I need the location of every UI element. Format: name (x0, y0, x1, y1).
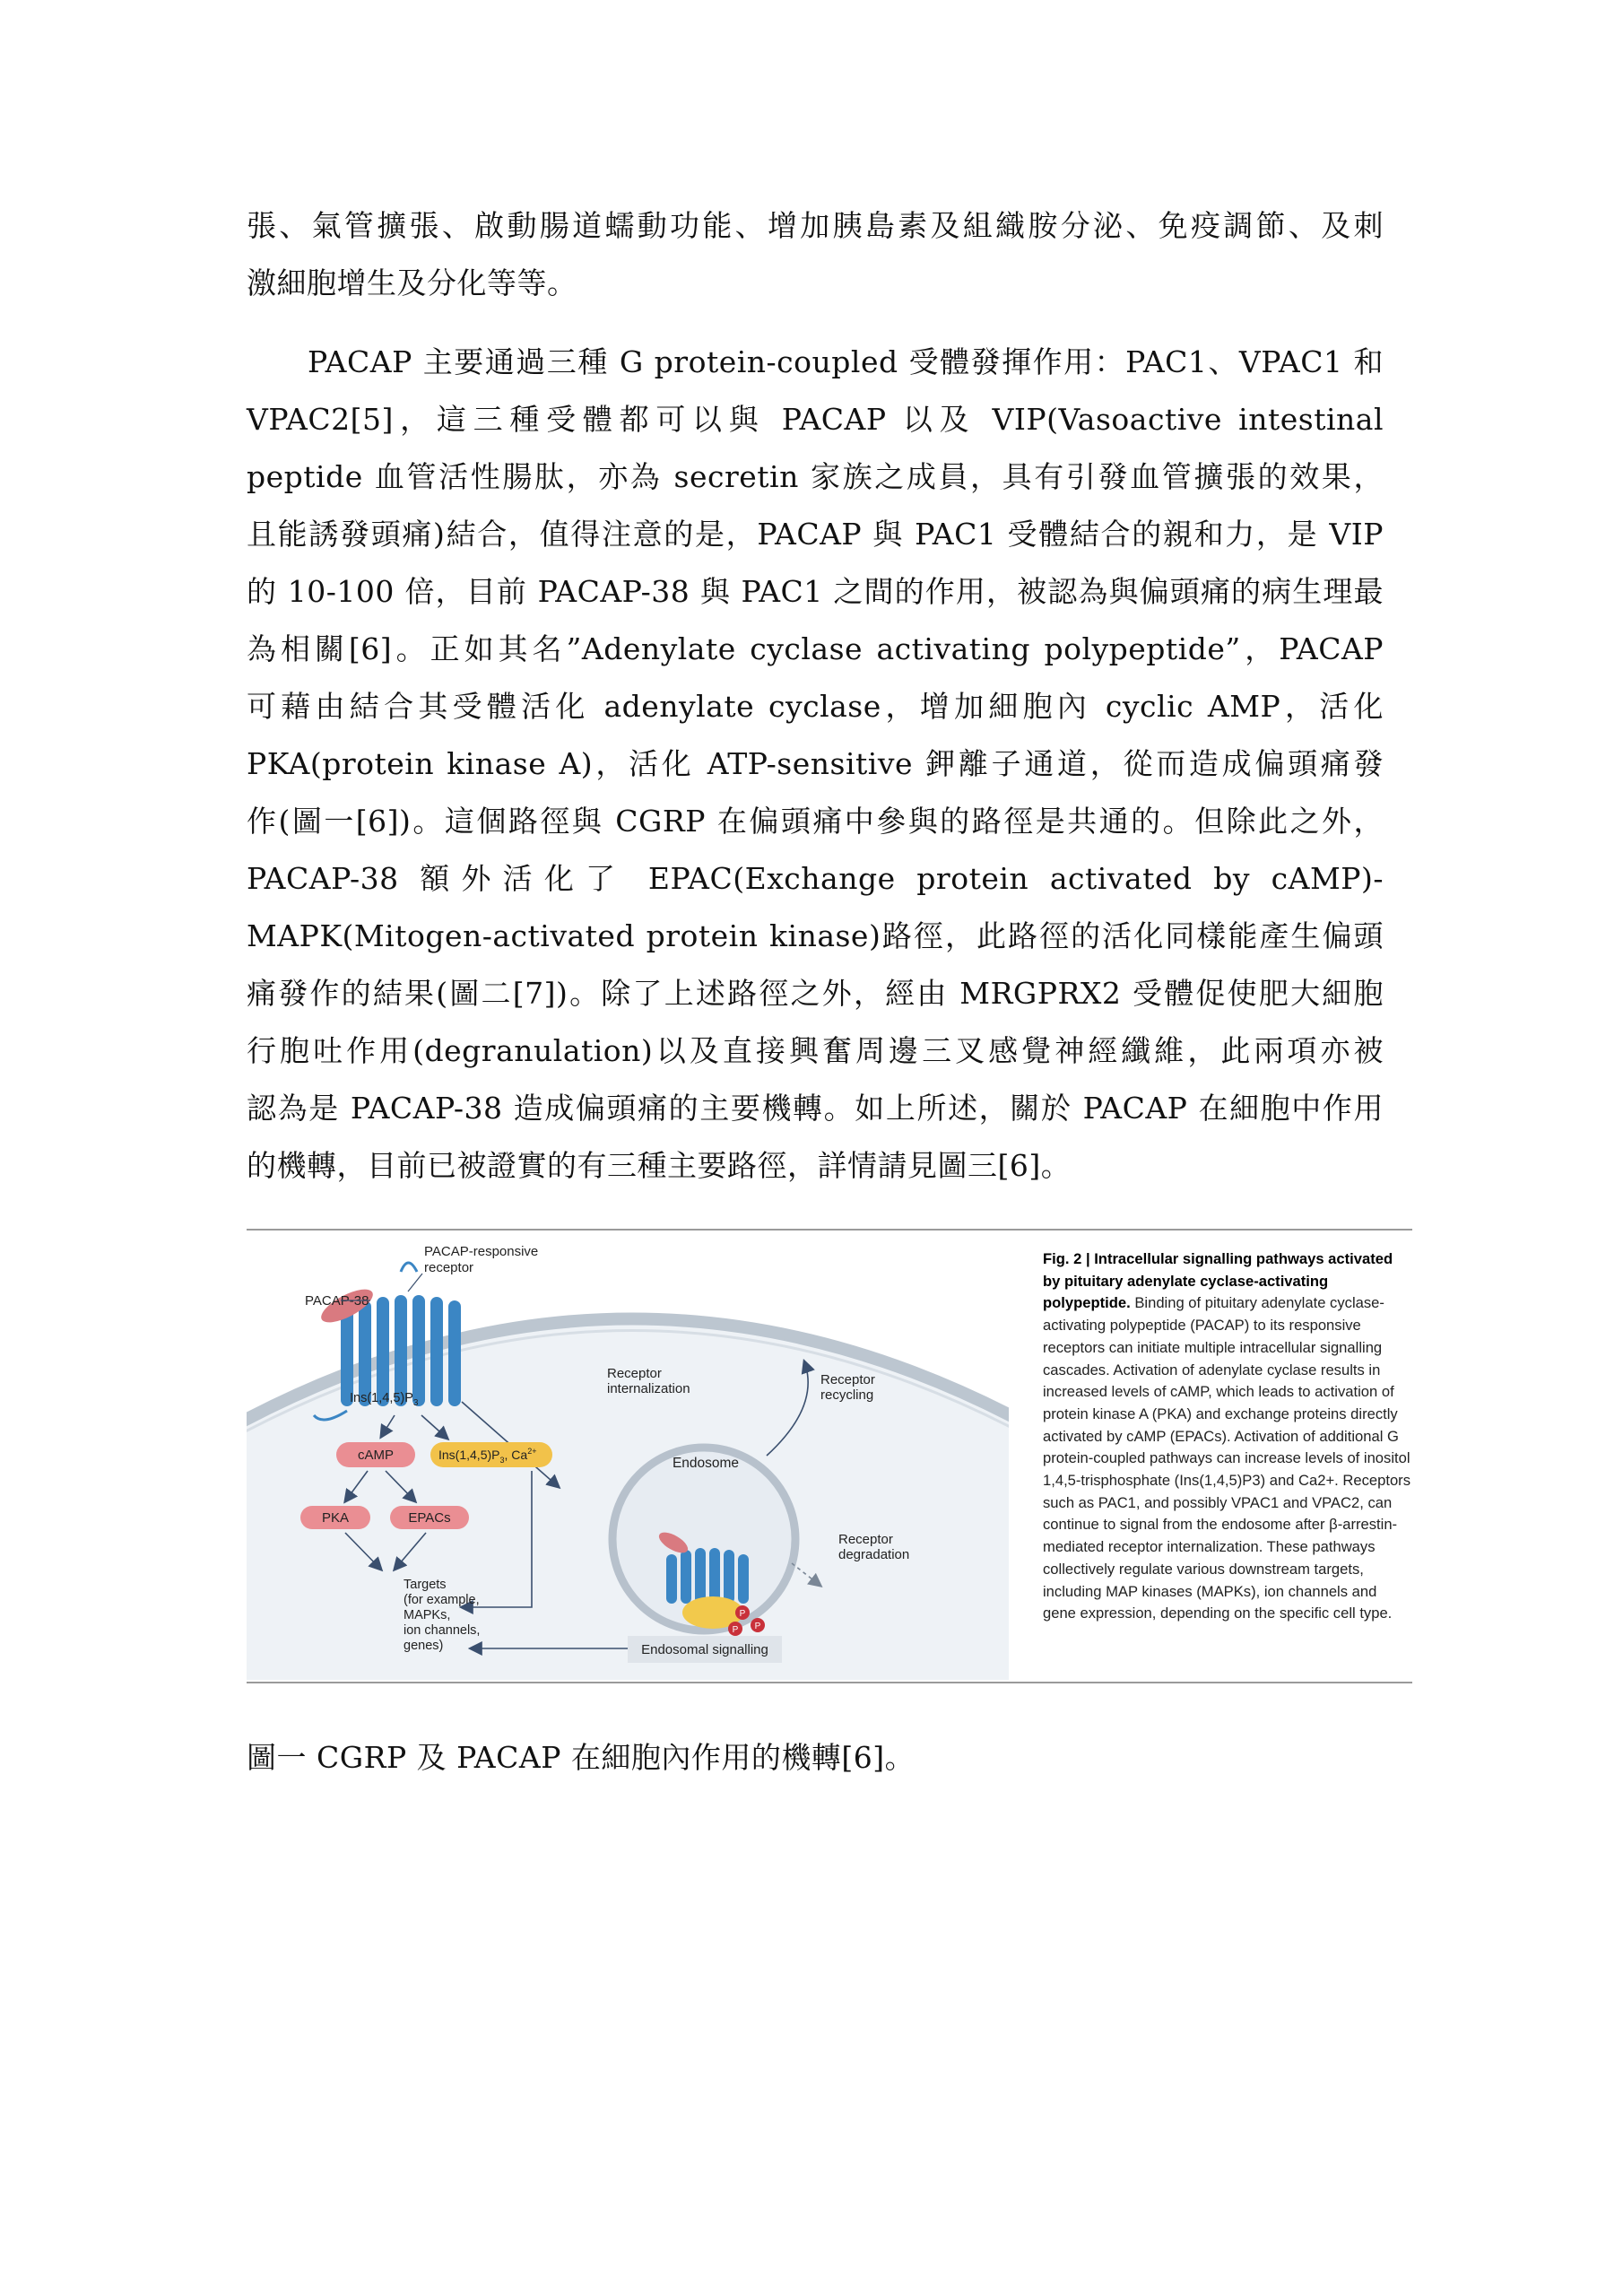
paragraph-1-line-1: 張、氣管擴張、啟動腸道蠕動功能、增加胰島素及組織胺分泌、免疫調節、及刺 (247, 208, 1384, 243)
epacs-label: EPACs (408, 1510, 451, 1526)
paragraph-2-line-9: 作(圖一[6])。這個路徑與 CGRP 在偏頭痛中參與的路徑是共通的。但除此之外， (247, 804, 1384, 839)
paragraph-2-line-8: PKA(protein kinase A)，活化 ATP-sensitive 鉀離子通道，從而造成偏頭痛發 (247, 746, 1384, 781)
paragraph-2-line-6: 為相關[6]。正如其名”Adenylate cyclase activating polypeptide”，PACAP (247, 631, 1384, 666)
phospho-3-label: P (732, 1625, 739, 1635)
paragraph-2-line-10: PACAP-38 額外活化了 EPAC(Exchange protein activated by cAMP)- (247, 861, 1384, 896)
figure-legend (1043, 1248, 1410, 1625)
figure-legend-body: Binding of pituitary adenylate cyclase-activating polypeptide (PACAP) to its responsive receptors can initiate multiple intracellular signalling cascades. Activation of adenylate cyclase results in increased levels of cAMP, which leads to activation of protein kinase A (PKA) and exchange proteins directly activated by cAMP (EPACs). Activation of additional G protein-coupled pathways can increase levels of inositol 1,4,5-trisphosphate (Ins(1,4,5)P3) and Ca2+. Receptors such as PAC1, and possibly VPAC1 and VPAC2, can continue to signal from the endosome after β-arrestin-mediated receptor internalization. These pathways collectively regulate various downstream targets, including MAP kinases (MAPKs), ion channels and gene expression, depending on the specific cell type. (1043, 1294, 1410, 1622)
ins-ca-label: $Ins(1,4,5)P_3$, $Ca^{2+}$ (438, 1447, 537, 1465)
phospho-2-label: P (754, 1622, 761, 1631)
figure-caption: 圖一 CGRP 及 PACAP 在細胞內作用的機轉[6]。 (247, 1740, 916, 1775)
degradation-label: Receptor degradation (838, 1532, 910, 1562)
label-ins: $Ins(1,4,5)P_3$ (350, 1391, 419, 1408)
paragraph-2-line-3: peptide 血管活性腸肽，亦為 secretin 家族之成員，具有引發血管擴張的效果， (247, 459, 1384, 494)
figure-legend-title: Fig. 2 | Intracellular signalling pathways activated by pituitary adenylate cyclase-activating polypeptide. (1043, 1250, 1393, 1312)
figure-top-rule (247, 1229, 1412, 1231)
paragraph-2-line-1: PACAP 主要通過三種 G protein-coupled 受體發揮作用：PAC1、VPAC1 和 (308, 344, 1384, 379)
targets-label: Targets (for example, MAPKs, ion channels, genes) (404, 1578, 481, 1653)
paragraph-1-line-2: 激細胞增生及分化等等。 (247, 265, 577, 300)
internalization-label: Receptor internalization (607, 1366, 690, 1396)
paragraph-2-line-2: VPAC2[5]，這三種受體都可以與 PACAP 以及 VIP(Vasoactive intestinal (247, 402, 1384, 437)
figure-bottom-rule (247, 1682, 1412, 1683)
recycling-label: Receptor recycling (820, 1372, 875, 1403)
phospho-1-label: P (739, 1609, 746, 1619)
camp-label: cAMP (357, 1448, 395, 1463)
label-receptor-a: PACAP-responsive (424, 1244, 539, 1259)
paragraph-1 (247, 197, 1384, 312)
pka-label: PKA (321, 1510, 350, 1526)
label-pacap38: PACAP-38 (305, 1293, 369, 1309)
pathway-diagram (247, 1236, 1027, 1680)
paragraph-2-line-12: 痛發作的結果(圖二[7])。除了上述路徑之外，經由 MRGPRX2 受體促使肥大細胞 (247, 976, 1384, 1011)
paragraph-2-line-4: 且能誘發頭痛)結合，值得注意的是，PACAP 與 PAC1 受體結合的親和力，是 VIP (247, 517, 1384, 552)
figure-pacap-pathways (247, 1229, 1412, 1688)
label-receptor-b: receptor (424, 1260, 474, 1275)
endosomal-signalling-label: Endosomal signalling (641, 1642, 768, 1657)
paragraph-2-line-5: 的 10-100 倍，目前 PACAP-38 與 PAC1 之間的作用，被認為與偏頭痛的病生理最 (247, 574, 1384, 609)
paragraph-2-line-7: 可藉由結合其受體活化 adenylate cyclase，增加細胞內 cyclic AMP，活化 (247, 689, 1384, 724)
paragraph-2-line-11: MAPK(Mitogen-activated protein kinase)路徑，此路徑的活化同樣能產生偏頭 (247, 918, 1384, 953)
endosome-label: Endosome (672, 1456, 740, 1471)
paragraph-2-line-15: 的機轉，目前已被證實的有三種主要路徑，詳情請見圖三[6]。 (247, 1148, 1072, 1183)
paragraph-2-line-14: 認為是 PACAP-38 造成偏頭痛的主要機轉。如上所述，關於 PACAP 在細胞中作用 (247, 1091, 1384, 1126)
paragraph-2-line-13: 行胞吐作用(degranulation)以及直接興奮周邊三叉感覺神經纖維，此兩項亦被 (247, 1033, 1384, 1068)
paragraph-2 (247, 334, 1384, 1195)
